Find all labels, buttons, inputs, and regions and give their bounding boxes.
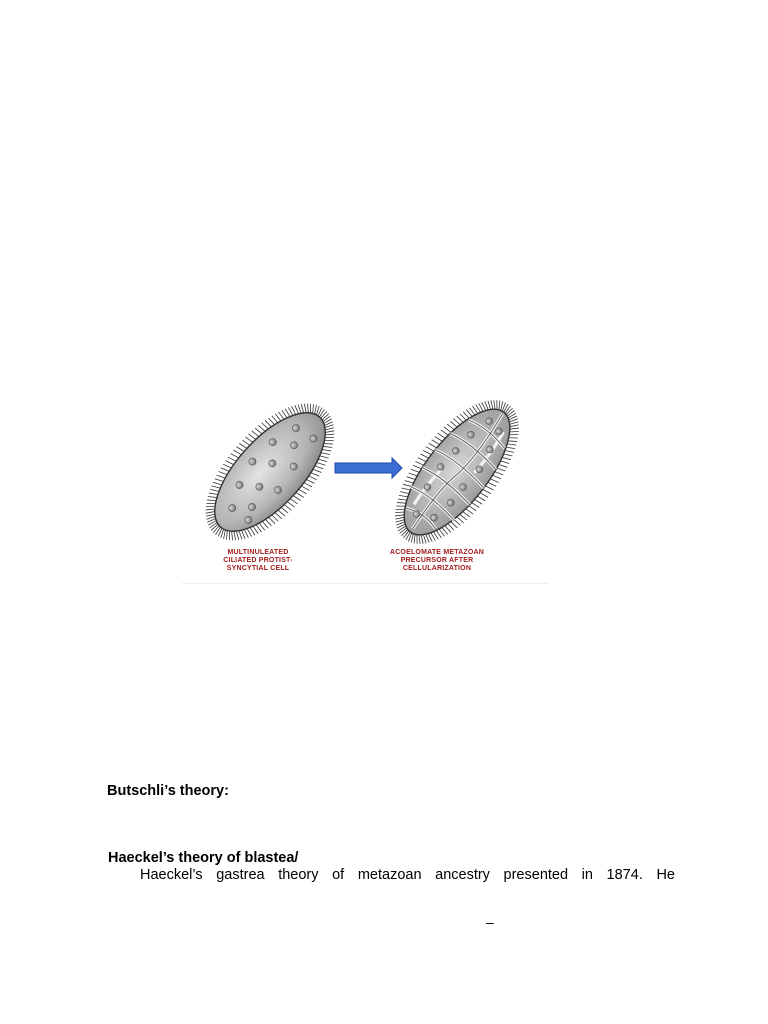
cilium [261, 423, 268, 429]
cilium [242, 439, 249, 446]
haeckel-paragraph-line: Haeckel’s gastrea theory of metazoan ancestry presented in 1874. He [140, 867, 675, 883]
haeckel-heading: Haeckel’s theory of blastea/ [108, 850, 299, 866]
cilium [299, 488, 307, 495]
cellularized-precursor-drawing [373, 398, 541, 564]
cilium [268, 517, 275, 524]
cilium [429, 442, 437, 448]
right-caption [362, 549, 512, 573]
cilium [441, 430, 448, 436]
cilium [472, 502, 480, 508]
cilium [447, 424, 454, 430]
cilium [435, 530, 444, 537]
left-caption-line: CILIATED PROTIST- [223, 557, 293, 564]
cilium [236, 445, 244, 452]
cilium [258, 425, 265, 431]
cilium [432, 439, 440, 445]
left-caption [183, 549, 333, 573]
cilium [480, 492, 488, 499]
cilium [271, 515, 278, 521]
cilium [450, 421, 457, 427]
footer-dash: – [486, 914, 494, 930]
cilium [466, 508, 473, 514]
transition-arrow [335, 458, 402, 478]
cilium [403, 531, 409, 538]
cilium [438, 433, 445, 439]
theory-figure [182, 398, 548, 586]
cilium [505, 406, 511, 413]
cilium [426, 446, 434, 453]
right-caption-line: PRECURSOR AFTER [400, 557, 474, 564]
figure-divider [182, 583, 548, 584]
cilium [423, 449, 431, 456]
left-caption-line: MULTINULEATED [227, 549, 289, 556]
cilium [471, 406, 480, 413]
cilium [284, 504, 291, 511]
cilium [290, 498, 297, 505]
cilium [252, 431, 259, 437]
cilium [239, 442, 247, 449]
cilium [463, 511, 470, 517]
cilium [245, 436, 252, 443]
cilium [435, 436, 443, 442]
cilium [438, 529, 446, 536]
cilium [444, 427, 451, 433]
cilium [453, 419, 461, 425]
cilium [293, 495, 301, 502]
right-caption-line: CELLULARIZATION [402, 565, 472, 572]
cilium [265, 420, 272, 427]
cilium [477, 495, 485, 501]
cilium [278, 510, 285, 516]
cilium [456, 517, 463, 523]
cilium [421, 453, 429, 460]
left-caption-line: SYNCYTIAL CELL [226, 565, 290, 572]
cilium [275, 513, 282, 519]
cilium [468, 408, 476, 415]
cilium [281, 507, 288, 513]
cilium [248, 527, 256, 535]
cilium [483, 488, 491, 495]
cilium [287, 501, 294, 508]
cilium [233, 449, 241, 456]
right-caption-line: ACOELOMATE METAZOAN [389, 549, 485, 556]
cilium [249, 433, 256, 440]
syncytial-cell-drawing [183, 398, 356, 562]
cilium [245, 529, 253, 537]
cilium [488, 481, 496, 488]
cilium [321, 411, 327, 418]
cilium [469, 505, 476, 511]
cilium [296, 491, 304, 498]
cilium [418, 456, 426, 463]
cilium [255, 428, 262, 434]
cilium [485, 484, 493, 491]
cilium [475, 499, 483, 505]
cilium [213, 526, 219, 533]
butschli-heading: Butschli’s theory: [107, 783, 229, 799]
cilium [286, 407, 294, 415]
cilium [283, 409, 291, 417]
cilium [460, 514, 467, 520]
